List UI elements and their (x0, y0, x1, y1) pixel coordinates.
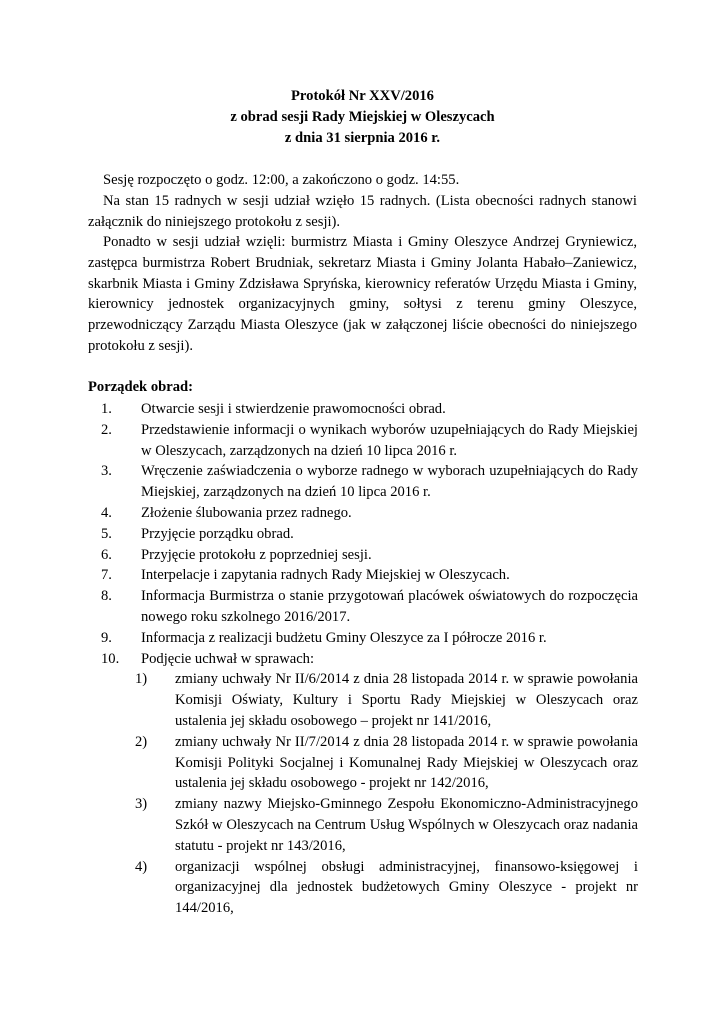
agenda-item: 2. Przedstawienie informacji o wynikach wyborów uzupełniających do Rady Miejskiej w Oleszycach, zarządzonych na dzień 10 lipca 2016 r. (101, 421, 638, 459)
agenda-item: 4. Złożenie ślubowania przez radnego. (101, 504, 352, 521)
agenda-item: 1. Otwarcie sesji i stwierdzenie prawomocności obrad. (101, 401, 446, 417)
resolution-subitem: 1) zmiany uchwały Nr II/6/2014 z dnia 28 listopada 2014 r. w sprawie powołania Komisji Oświaty, Kultury i Sportu Rady Miejskiej w Oleszycach oraz ustalenia jej składu osobowego – projekt nr 141/2016, (135, 671, 638, 729)
protocol-subtitle: z obrad sesji Rady Miejskiej w Oleszycach (230, 109, 495, 125)
resolution-subitem: 4) organizacji wspólnej obsługi administracyjnej, finansowo-księgowej i organizacyjnej dla jednostek budżetowych Gminy Oleszyce - projekt nr 144/2016, (135, 858, 638, 917)
agenda-heading: Porządek obrad: (88, 379, 193, 395)
agenda-item: 5. Przyjęcie porządku obrad. (101, 525, 294, 542)
resolution-subitem: 3) zmiany nazwy Miejsko-Gminnego Zespołu Ekonomiczno-Administracyjnego Szkół w Oleszycach na Centrum Usług Wspólnych w Oleszycach oraz nadania statutu - projekt nr 143/2016, (135, 796, 638, 854)
agenda-item: 3. Wręczenie zaświadczenia o wyborze radnego w wyborach uzupełniających do Rady Miejskiej, zarządzonych na dzień 10 lipca 2016 r. (101, 463, 638, 501)
intro-paragraph-participants: Ponadto w sesji udział wzięli: burmistrz Miasta i Gminy Oleszyce Andrzej Gryniewicz, zastępca burmistrza Robert Brudniak, sekretarz Miasta i Gminy Jolanta Habało–Zaniewicz, skarbnik Miasta i Gminy Zdzisława Spryńska, kierownicy referatów Urzędu Miasta i Gminy, kierownicy jednostek organizacyjnych gminy, sołtysi z terenu gminy Oleszyce, przewodniczący Zarządu Miasta Oleszyce (jak w załączonej liście obecności do niniejszego protokołu z sesji). (88, 234, 637, 354)
agenda-item: 8. Informacja Burmistrza o stanie przygotowań placówek oświatowych do rozpoczęcia nowego roku szkolnego 2016/2017. (101, 588, 638, 625)
agenda-item: 7. Interpelacje i zapytania radnych Rady Miejskiej w Oleszycach. (101, 567, 510, 584)
agenda-list (88, 399, 638, 919)
agenda-item: 10. Podjęcie uchwał w sprawach: 1) zmiany uchwały Nr II/6/2014 z dnia 28 listopada 2014 r. w sprawie powołania Komisji Oświaty, Kultury i Sportu Rady Miejskiej w Oleszycach oraz ustalenia jej składu osobowego – projekt nr 141/2016, 2) zmiany uchwały Nr II/7/2014 z dnia 28 listopada 2014 r. w sprawie powołania Komisji Polityki Socjalnej i Komunalnej Rady Miejskiej w Oleszycach oraz ustalenia jej składu osobowego - projekt nr 142/2016, 3) zmiany nazwy Miejsko-Gminnego Zespołu Ekonomiczno-Administracyjnego Szkół w Oleszycach na Centrum Usług Wspólnych w Oleszycach oraz nadania statutu - projekt nr 143/2016, 4) organizacji wspólnej obsługi administracyjnej, finansowo-księgowej i organizacyjnej dla jednostek budżetowych Gminy Oleszyce - projekt nr 144/2016, (88, 649, 638, 919)
agenda-item: 6. Przyjęcie protokołu z poprzedniej sesji. (101, 546, 372, 563)
intro-paragraph-attendance: Na stan 15 radnych w sesji udział wzięło 15 radnych. (Lista obecności radnych stanowi załącznik do niniejszego protokołu z sesji). (88, 193, 637, 230)
agenda-item: 9. Informacja z realizacji budżetu Gminy Oleszyce za I półrocze 2016 r. (101, 629, 547, 646)
intro-paragraph-session-time: Sesję rozpoczęto o godz. 12:00, a zakończono o godz. 14:55. (103, 172, 460, 188)
protocol-date: z dnia 31 sierpnia 2016 r. (284, 130, 441, 146)
resolution-subitem: 2) zmiany uchwały Nr II/7/2014 z dnia 28 listopada 2014 r. w sprawie powołania Komisji Polityki Socjalnej i Komunalnej Rady Miejskiej w Oleszycach oraz ustalenia jej składu osobowego - projekt nr 142/2016, (135, 733, 638, 792)
protocol-title: Protokół Nr XXV/2016 (291, 88, 434, 104)
resolution-sublist (135, 669, 638, 919)
